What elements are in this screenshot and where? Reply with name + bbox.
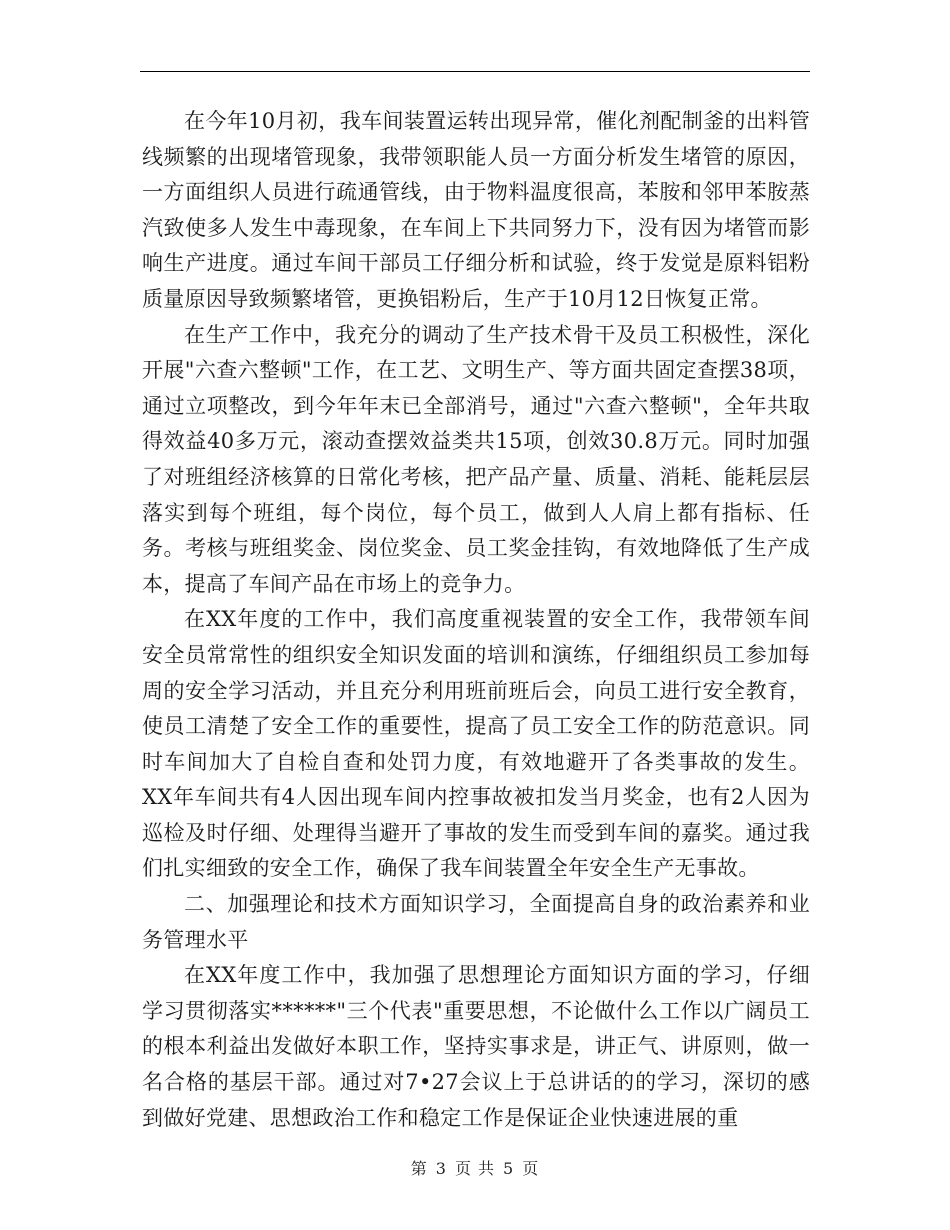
header-rule — [140, 71, 810, 72]
total-page-count: 5 — [503, 1159, 515, 1178]
paragraph-production-work: 在生产工作中，我充分的调动了生产技术骨干及员工积极性，深化开展"六查六整顿"工作，在工艺、文明生产、等方面共固定查摆38项，通过立项整改，到今年年末已全部消号，通过"六查六整顿"，全年共取得效益40多万元，滚动查摆效益类共15项，创效30.8万元。同时加强了对班组经济核算的日常化考核，把产品产量、质量、消耗、能耗层层落实到每个班组，每个岗位，每个员工，做到人人肩上都有指标、任务。考核与班组奖金、岗位奖金、员工奖金挂钩，有效地降低了生产成本，提高了车间产品在市场上的竞争力。 — [142, 322, 810, 596]
paragraph-safety-work: 在XX年度的工作中，我们高度重视装置的安全工作，我带领车间安全员常常性的组织安全知识发面的培训和演练，仔细组织员工参加每周的安全学习活动，并且充分利用班前班后会，向员工进行安全教育，使员工清楚了安全工作的重要性，提高了员工安全工作的防范意识。同时车间加大了自检自查和处罚力度，有效地避开了各类事故的发生。XX年车间共有4人因出现车间内控事故被扣发当月奖金，也有2人因为巡检及时仔细、处理得当避开了事故的发生而受到车间的嘉奖。通过我们扎实细致的安全工作，确保了我车间装置全年安全生产无事故。 — [142, 607, 810, 881]
page-footer — [0, 1156, 950, 1179]
document-body — [142, 104, 810, 1136]
paragraph-theory-study: 在XX年度工作中，我加强了思想理论方面知识方面的学习，仔细学习贯彻落实******"三个代表"重要思想，不论做什么工作以广阔员工的根本利益出发做好本职工作，坚持实事求是，讲正气、讲原则，做一名合格的基层干部。通过对7•27会议上于总讲话的的学习，深切的感到做好党建、思想政治工作和稳定工作是保证企业快速进展的重 — [142, 963, 810, 1130]
footer-prefix: 第 — [410, 1159, 428, 1178]
paragraph-production-issue: 在今年10月初，我车间装置运转出现异常，催化剂配制釜的出料管线频繁的出现堵管现象，我带领职能人员一方面分析发生堵管的原因，一方面组织人员进行疏通管线，由于物料温度很高，苯胺和邻甲苯胺蒸汽致使多人发生中毒现象，在车间上下共同努力下，没有因为堵管而影响生产进度。通过车间干部员工仔细分析和试验，终于发觉是原料铝粉质量原因导致频繁堵管，更换铝粉后，生产于10月12日恢复正常。 — [142, 109, 810, 311]
footer-suffix: 页 — [522, 1159, 540, 1178]
footer-middle: 页 共 — [454, 1159, 496, 1178]
current-page-number: 3 — [435, 1159, 447, 1178]
section-heading-theory-study: 二、加强理论和技术方面知识学习，全面提高自身的政治素养和业务管理水平 — [142, 892, 810, 952]
